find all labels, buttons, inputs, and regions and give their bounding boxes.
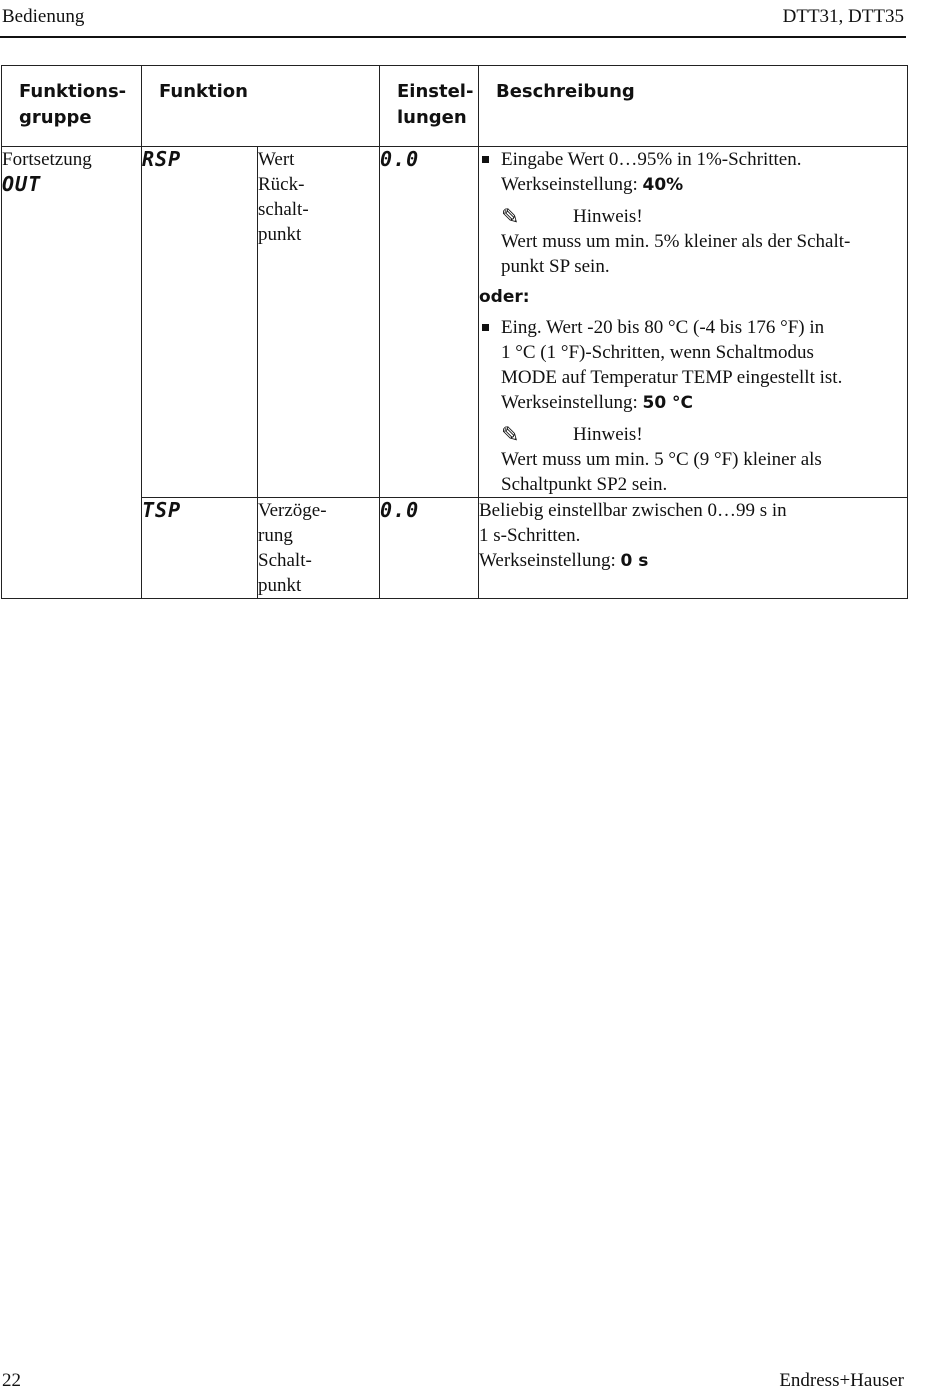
header-function: Funktion [142,66,380,147]
factory-value: 50 °C [642,393,694,413]
setting-cell [380,147,479,498]
group-cell [2,147,142,599]
function-code-cell [142,147,258,498]
table-row [2,147,908,498]
footer-company: Endress+Hauser [779,1370,904,1391]
header-group: Funktions- gruppe [2,66,142,147]
function-code: TSP [142,498,182,522]
header-product-name: DTT31, DTT35 [782,6,904,27]
setting-value: 0.0 [380,147,420,171]
header-rule [0,36,906,38]
header-settings: Einstel- lungen [380,66,479,147]
oder-label: oder: [479,287,530,307]
function-code-cell [142,498,258,599]
header-section-title: Bedienung [2,6,85,27]
pencil-icon: ✎ [501,421,520,447]
factory-value: 40% [642,175,684,195]
pencil-icon: ✎ [501,203,520,229]
factory-value: 0 s [620,551,649,571]
description-cell: Beliebig einstellbar zwischen 0…99 s in 1 s-Schritten. Werkseinstellung: 0 s [479,498,908,599]
note-title: Hinweis! [573,206,643,227]
setting-cell [380,498,479,599]
function-table [1,65,908,599]
function-name-cell: Verzöge- rung Schalt- punkt [258,498,380,599]
function-name-cell: Wert Rück- schalt- punkt [258,147,380,498]
note-block: ✎ Hinweis! Wert muss um min. 5% kleiner als der Schalt- punkt SP sein. [501,203,851,277]
function-code: RSP [142,147,182,171]
group-label: Fortsetzung [2,149,92,170]
note-title: Hinweis! [573,424,643,445]
group-code: OUT [2,172,42,196]
setting-value: 0.0 [380,498,420,522]
header-description: Beschreibung [479,66,908,147]
note-block: ✎ Hinweis! Wert muss um min. 5 °C (9 °F) kleiner als Schaltpunkt SP2 sein. [501,421,822,495]
page-number: 22 [2,1370,21,1391]
description-cell [479,147,908,498]
list-item: Eingabe Wert 0…95% in 1%-Schritten. Werkseinstellung: 40% [479,147,907,198]
table-header-row [2,66,908,147]
list-item: Eing. Wert -20 bis 80 °C (-4 bis 176 °F) in 1 °C (1 °F)-Schritten, wenn Schaltmodus MODE auf Temperatur TEMP eingestellt ist. Werkseinstellung: 50 °C [479,315,907,416]
